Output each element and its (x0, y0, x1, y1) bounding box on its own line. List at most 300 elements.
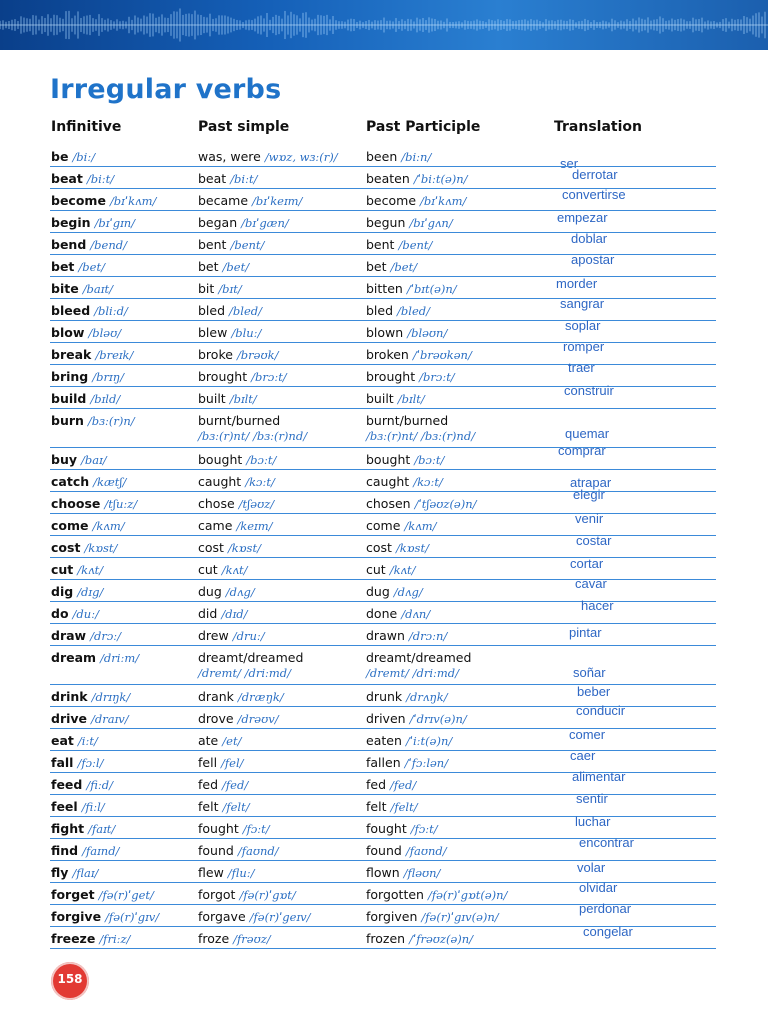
past-simple-cell-phonetic: /kʌt/ (221, 563, 248, 577)
past-simple-cell-word: cost (198, 540, 224, 555)
verb-row (0, 598, 768, 624)
column-header-past-participle: Past Participle (366, 119, 481, 135)
verb-row (0, 814, 768, 839)
past-participle-cell-word: bent (366, 237, 395, 252)
infinitive-cell-phonetic: /kʌm/ (92, 519, 125, 533)
infinitive-cell-word: build (51, 391, 87, 406)
past-participle-cell-phonetic: /kʌt/ (389, 563, 416, 577)
past-participle-cell-phonetic: /bled/ (397, 304, 431, 318)
past-participle-cell-word: brought (366, 369, 416, 384)
past-participle-cell-word: flown (366, 865, 400, 880)
past-simple-cell-phonetic: /faʊnd/ (237, 844, 279, 858)
past-simple-cell-word: dug (198, 584, 222, 599)
past-simple-cell-phonetic: /fluː/ (227, 866, 255, 880)
past-simple-cell-word: fell (198, 755, 218, 770)
infinitive-cell (51, 650, 139, 666)
verb-row (0, 211, 768, 233)
past-participle-cell (366, 171, 468, 187)
past-simple-cell (198, 237, 264, 253)
past-simple-cell (198, 606, 248, 622)
past-participle-cell-phonetic: /ˈiːt(ə)n/ (405, 734, 453, 748)
past-simple-cell-word: began (198, 215, 238, 230)
infinitive-cell-phonetic: /kʌt/ (77, 563, 104, 577)
infinitive-cell-phonetic: /kætʃ/ (93, 475, 127, 489)
past-participle-cell-phonetic: /biːn/ (401, 150, 432, 164)
past-participle-cell (366, 711, 467, 727)
past-participle-cell (366, 193, 466, 209)
past-simple-cell (198, 391, 257, 407)
past-participle-cell-phonetic: /ˈdrɪv(ə)n/ (409, 712, 467, 726)
translation-cell: elegir (573, 487, 605, 502)
translation-cell: olvidar (579, 880, 618, 895)
past-participle-cell (366, 821, 438, 837)
translation-cell: comer (569, 727, 606, 742)
past-simple-cell (198, 755, 244, 771)
translation-cell: sangrar (560, 296, 605, 311)
past-participle-cell-word: bled (366, 303, 394, 318)
past-simple-cell-phonetic: /bluː/ (231, 326, 262, 340)
past-participle-cell (366, 865, 440, 881)
past-participle-cell-phonetic: /kʌm/ (404, 519, 437, 533)
past-participle-cell (366, 843, 447, 859)
page-number: 158 (57, 972, 83, 986)
infinitive-cell-word: fight (51, 821, 85, 836)
past-participle-cell-word: done (366, 606, 398, 621)
past-participle-cell (366, 215, 453, 231)
infinitive-cell-word: bleed (51, 303, 91, 318)
column-header-past-simple: Past simple (198, 119, 290, 135)
past-simple-cell-word: chose (198, 496, 235, 511)
past-participle-cell-word: drunk (366, 689, 403, 704)
past-simple-cell (198, 215, 289, 231)
past-participle-cell-word: dug (366, 584, 390, 599)
past-simple-cell-phonetic: /fel/ (221, 756, 244, 770)
infinitive-cell (51, 149, 95, 165)
past-participle-cell-phonetic: /bɜː(r)nt/ /bɜː(r)nd/ (366, 429, 476, 443)
past-participle-cell-phonetic: /ˈbɪt(ə)n/ (406, 282, 457, 296)
past-simple-cell-word: bought (198, 452, 243, 467)
infinitive-cell-phonetic: /bɪld/ (90, 392, 121, 406)
infinitive-cell (51, 799, 105, 815)
past-simple-cell-word: brought (198, 369, 248, 384)
past-simple-cell-phonetic: /felt/ (222, 800, 250, 814)
past-simple-cell-phonetic: /bɪt/ (218, 282, 242, 296)
infinitive-cell (51, 843, 119, 859)
past-simple-cell-word: dreamt/dreamed (198, 650, 304, 665)
infinitive-cell (51, 452, 107, 468)
verb-row (0, 233, 768, 255)
past-simple-cell-phonetic: /fə(r)ˈgeɪv/ (249, 910, 311, 924)
past-participle-cell (366, 540, 429, 556)
infinitive-cell (51, 821, 115, 837)
verb-row (0, 277, 768, 299)
infinitive-cell-phonetic: /bɪˈkʌm/ (109, 194, 157, 208)
past-participle-cell-phonetic: /bɪˈgʌn/ (409, 216, 453, 230)
past-simple-cell-word: drew (198, 628, 229, 643)
infinitive-cell-word: drive (51, 711, 88, 726)
past-participle-cell-phonetic: /kɔːt/ (413, 475, 443, 489)
infinitive-cell-phonetic: /bet/ (78, 260, 105, 274)
infinitive-cell-word: forget (51, 887, 95, 902)
past-simple-cell-phonetic: /bɜː(r)nt/ /bɜː(r)nd/ (198, 429, 308, 443)
infinitive-cell-phonetic: /bləʊ/ (88, 326, 122, 340)
infinitive-cell-phonetic: /flaɪ/ (72, 866, 99, 880)
past-participle-cell (366, 259, 417, 275)
past-participle-cell-phonetic: /dʌg/ (393, 585, 423, 599)
past-simple-cell-word: built (198, 391, 226, 406)
past-participle-cell-phonetic: /drɔːn/ (408, 629, 448, 643)
past-participle-cell-phonetic: /kɒst/ (395, 541, 429, 555)
past-simple-cell (198, 413, 307, 444)
past-simple-cell-word: blew (198, 325, 228, 340)
infinitive-cell-phonetic: /drɔː/ (90, 629, 122, 643)
past-participle-cell-word: broken (366, 347, 409, 362)
infinitive-cell-word: freeze (51, 931, 96, 946)
past-participle-cell (366, 777, 416, 793)
infinitive-cell-phonetic: /friːz/ (99, 932, 131, 946)
past-simple-cell-word: became (198, 193, 249, 208)
translation-cell: doblar (571, 231, 608, 246)
past-participle-cell-phonetic: /ˈtʃəʊz(ə)n/ (414, 497, 477, 511)
infinitive-cell-word: beat (51, 171, 83, 186)
past-participle-cell-phonetic: /brɔːt/ (419, 370, 455, 384)
past-simple-cell-phonetic: /fed/ (222, 778, 249, 792)
infinitive-cell (51, 628, 121, 644)
infinitive-cell (51, 865, 98, 881)
past-simple-cell-word: fought (198, 821, 239, 836)
past-simple-cell-word: did (198, 606, 218, 621)
past-simple-cell-phonetic: /fə(r)ˈgɒt/ (239, 888, 296, 902)
past-participle-cell-phonetic: /bɔːt/ (414, 453, 445, 467)
past-simple-cell-phonetic: /bɔːt/ (246, 453, 277, 467)
infinitive-cell (51, 281, 113, 297)
past-participle-cell (366, 799, 418, 815)
past-participle-cell-word: burnt/burned (366, 413, 449, 428)
infinitive-cell-phonetic: /bɜː(r)n/ (87, 414, 135, 428)
infinitive-cell (51, 562, 103, 578)
infinitive-cell-word: dream (51, 650, 97, 665)
past-participle-cell-phonetic: /fləʊn/ (403, 866, 441, 880)
past-simple-cell-phonetic: /et/ (222, 734, 242, 748)
verb-row (0, 558, 768, 580)
infinitive-cell-word: find (51, 843, 79, 858)
past-participle-cell (366, 474, 443, 490)
verb-row (0, 685, 768, 707)
verb-row (0, 470, 768, 492)
translation-cell: romper (563, 339, 605, 354)
infinitive-cell (51, 606, 99, 622)
past-participle-cell-phonetic: /felt/ (390, 800, 418, 814)
infinitive-cell-word: bite (51, 281, 79, 296)
past-simple-cell (198, 909, 311, 925)
past-participle-cell (366, 909, 499, 925)
past-simple-cell-phonetic: /dræŋk/ (237, 690, 284, 704)
past-simple-cell (198, 584, 255, 600)
past-participle-cell (366, 755, 448, 771)
past-participle-cell-word: beaten (366, 171, 410, 186)
infinitive-cell-phonetic: /baɪ/ (81, 453, 107, 467)
past-simple-cell-phonetic: /druː/ (232, 629, 265, 643)
past-participle-cell-phonetic: /bent/ (398, 238, 433, 252)
past-participle-cell-word: drawn (366, 628, 405, 643)
past-participle-cell-word: come (366, 518, 401, 533)
past-simple-cell-phonetic: /wɒz, wɜː(r)/ (264, 150, 338, 164)
infinitive-cell-word: dig (51, 584, 74, 599)
verb-row (0, 167, 768, 189)
past-simple-cell-word: drank (198, 689, 234, 704)
verb-row (0, 901, 768, 927)
translation-cell: congelar (583, 924, 633, 939)
infinitive-cell-word: catch (51, 474, 90, 489)
translation-cell: quemar (565, 426, 610, 441)
translation-cell: empezar (557, 210, 608, 225)
translation-cell: comprar (558, 443, 606, 458)
infinitive-cell-word: do (51, 606, 69, 621)
sound-wave-decoration (0, 0, 768, 50)
infinitive-cell-phonetic: /kɒst/ (84, 541, 118, 555)
infinitive-cell-word: fly (51, 865, 69, 880)
past-participle-cell-word: forgiven (366, 909, 418, 924)
infinitive-cell-phonetic: /brɪŋ/ (92, 370, 124, 384)
past-participle-cell-word: frozen (366, 931, 406, 946)
infinitive-cell-phonetic: /fiːd/ (86, 778, 113, 792)
translation-cell: soñar (573, 665, 606, 680)
infinitive-cell (51, 755, 103, 771)
past-simple-cell (198, 474, 275, 490)
infinitive-cell-phonetic: /drɪŋk/ (91, 690, 131, 704)
infinitive-cell-word: bring (51, 369, 89, 384)
infinitive-cell-phonetic: /bend/ (90, 238, 127, 252)
past-participle-cell-phonetic: /bet/ (390, 260, 418, 274)
past-simple-cell-phonetic: /kɔːt/ (245, 475, 275, 489)
past-participle-cell-word: forgotten (366, 887, 424, 902)
past-simple-cell-word: bit (198, 281, 215, 296)
infinitive-cell-word: cut (51, 562, 74, 577)
past-simple-cell-word: broke (198, 347, 233, 362)
past-simple-cell (198, 777, 248, 793)
verb-row (0, 576, 768, 602)
infinitive-cell-word: draw (51, 628, 87, 643)
infinitive-cell-word: burn (51, 413, 84, 428)
past-simple-cell-phonetic: /bent/ (230, 238, 265, 252)
verb-row (0, 487, 768, 514)
translation-cell: hacer (581, 598, 614, 613)
past-participle-cell-word: built (366, 391, 394, 406)
infinitive-cell (51, 711, 129, 727)
past-participle-cell (366, 347, 472, 363)
verb-row (0, 533, 768, 558)
verb-row (0, 624, 768, 646)
column-header-infinitive: Infinitive (51, 119, 122, 135)
past-simple-cell-phonetic: /tʃəʊz/ (238, 497, 275, 511)
infinitive-cell-phonetic: /faɪnd/ (82, 844, 120, 858)
past-simple-cell-phonetic: /fɔːt/ (242, 822, 270, 836)
infinitive-cell-phonetic: /fə(r)ˈget/ (98, 888, 154, 902)
infinitive-cell (51, 171, 114, 187)
translation-cell: sentir (576, 791, 608, 806)
past-simple-cell (198, 733, 241, 749)
past-simple-cell (198, 369, 287, 385)
past-simple-cell-word: forgot (198, 887, 236, 902)
infinitive-cell-phonetic: /tʃuːz/ (104, 497, 138, 511)
infinitive-cell-word: drink (51, 689, 88, 704)
past-simple-cell-word: drove (198, 711, 234, 726)
past-participle-cell-word: fought (366, 821, 407, 836)
infinitive-cell-word: break (51, 347, 92, 362)
infinitive-cell (51, 325, 121, 341)
past-participle-cell (366, 391, 425, 407)
past-participle-cell (366, 413, 475, 444)
translation-cell: derrotar (572, 167, 618, 182)
verb-row (0, 145, 768, 171)
infinitive-cell (51, 909, 159, 925)
translation-cell: construir (564, 383, 614, 398)
past-simple-cell (198, 171, 257, 187)
past-participle-cell-phonetic: /fə(r)ˈgɪv(ə)n/ (421, 910, 499, 924)
past-simple-cell (198, 518, 273, 534)
past-participle-cell-phonetic: /fed/ (390, 778, 417, 792)
infinitive-cell-word: eat (51, 733, 74, 748)
past-simple-cell (198, 452, 276, 468)
past-simple-cell-phonetic: /bet/ (222, 260, 250, 274)
verb-row (0, 748, 768, 773)
past-participle-cell-word: bitten (366, 281, 403, 296)
verb-row (0, 443, 768, 470)
past-simple-cell (198, 496, 274, 512)
past-simple-cell-word: came (198, 518, 233, 533)
infinitive-cell-word: bend (51, 237, 87, 252)
past-simple-cell (198, 821, 270, 837)
past-simple-cell-word: found (198, 843, 234, 858)
past-simple-cell-word: burnt/burned (198, 413, 281, 428)
infinitive-cell (51, 391, 120, 407)
past-simple-cell-phonetic: /bɪˈkeɪm/ (252, 194, 303, 208)
header-banner (0, 0, 768, 50)
infinitive-cell-word: blow (51, 325, 85, 340)
past-simple-cell-word: froze (198, 931, 230, 946)
infinitive-cell-phonetic: /fɔːl/ (77, 756, 104, 770)
past-simple-cell-word: beat (198, 171, 227, 186)
past-simple-cell-word: flew (198, 865, 224, 880)
translation-cell: morder (556, 276, 598, 291)
past-simple-cell-phonetic: /brɔːt/ (251, 370, 287, 384)
past-participle-cell-phonetic: /bləʊn/ (407, 326, 448, 340)
past-participle-cell (366, 650, 471, 681)
past-participle-cell (366, 606, 430, 622)
past-simple-cell (198, 281, 242, 297)
verb-row (0, 861, 768, 883)
verb-row (0, 252, 768, 277)
infinitive-cell-phonetic: /biːt/ (86, 172, 115, 186)
past-participle-cell (366, 689, 448, 705)
past-simple-cell (198, 259, 249, 275)
past-simple-cell-phonetic: /biːt/ (230, 172, 258, 186)
past-simple-cell-word: cut (198, 562, 218, 577)
infinitive-cell-phonetic: /bɪˈgɪn/ (94, 216, 136, 230)
past-simple-cell (198, 931, 271, 947)
past-participle-cell-word: fed (366, 777, 387, 792)
past-simple-cell-phonetic: /dʌg/ (225, 585, 255, 599)
past-simple-cell-word: was, were (198, 149, 261, 164)
infinitive-cell (51, 237, 127, 253)
infinitive-cell-phonetic: /fə(r)ˈgɪv/ (105, 910, 160, 924)
verb-row (0, 360, 768, 387)
infinitive-cell (51, 193, 156, 209)
past-participle-cell-phonetic: /dremt/ /driːmd/ (366, 666, 460, 680)
past-simple-cell (198, 562, 248, 578)
past-participle-cell-word: bet (366, 259, 387, 274)
infinitive-cell-phonetic: /faɪt/ (88, 822, 116, 836)
infinitive-cell-phonetic: /dɪg/ (77, 585, 104, 599)
infinitive-cell (51, 887, 154, 903)
past-participle-cell-word: felt (366, 799, 387, 814)
past-participle-cell (366, 369, 455, 385)
past-simple-cell-word: bled (198, 303, 226, 318)
past-participle-cell (366, 325, 447, 341)
past-simple-cell-phonetic: /dɪd/ (221, 607, 248, 621)
infinitive-cell (51, 413, 135, 429)
past-simple-cell-word: ate (198, 733, 219, 748)
infinitive-cell-phonetic: /baɪt/ (82, 282, 113, 296)
past-participle-cell (366, 281, 457, 297)
infinitive-cell-word: fall (51, 755, 74, 770)
past-simple-cell (198, 650, 303, 681)
past-participle-cell (366, 584, 423, 600)
past-simple-cell (198, 865, 255, 881)
verb-row (0, 769, 768, 795)
past-participle-cell (366, 149, 431, 165)
page-number-badge (51, 962, 89, 1000)
translation-cell: volar (577, 860, 606, 875)
verb-row (0, 880, 768, 905)
verb-row (0, 318, 768, 343)
translation-cell: convertirse (562, 187, 626, 202)
past-participle-cell (366, 562, 416, 578)
past-participle-cell-word: eaten (366, 733, 402, 748)
past-participle-cell-word: caught (366, 474, 410, 489)
past-participle-cell (366, 518, 437, 534)
past-participle-cell-phonetic: /fə(r)ˈgɒt(ə)n/ (427, 888, 508, 902)
past-participle-cell-word: found (366, 843, 402, 858)
verb-row (0, 409, 768, 448)
past-simple-cell (198, 711, 279, 727)
past-participle-cell (366, 303, 430, 319)
past-participle-cell-word: dreamt/dreamed (366, 650, 472, 665)
past-simple-cell-phonetic: /bled/ (229, 304, 263, 318)
past-participle-cell-phonetic: /faʊnd/ (405, 844, 447, 858)
translation-cell: caer (570, 748, 596, 763)
past-simple-cell (198, 843, 279, 859)
infinitive-cell-word: choose (51, 496, 101, 511)
infinitive-cell (51, 496, 137, 512)
infinitive-cell (51, 215, 135, 231)
infinitive-cell (51, 689, 130, 705)
past-participle-cell (366, 931, 473, 947)
past-simple-cell-phonetic: /frəʊz/ (233, 932, 271, 946)
past-participle-cell-phonetic: /bɪlt/ (397, 392, 425, 406)
past-simple-cell-phonetic: /dremt/ /driːmd/ (198, 666, 292, 680)
past-participle-cell-word: chosen (366, 496, 411, 511)
past-simple-cell (198, 540, 261, 556)
infinitive-cell (51, 474, 126, 490)
infinitive-cell (51, 584, 103, 600)
translation-cell: traer (568, 360, 595, 375)
past-participle-cell-phonetic: /ˈbrəʊkən/ (412, 348, 472, 362)
past-participle-cell-word: blown (366, 325, 404, 340)
past-participle-cell-word: driven (366, 711, 406, 726)
past-simple-cell-phonetic: /bɪˈgæn/ (241, 216, 289, 230)
translation-cell: conducir (576, 703, 626, 718)
